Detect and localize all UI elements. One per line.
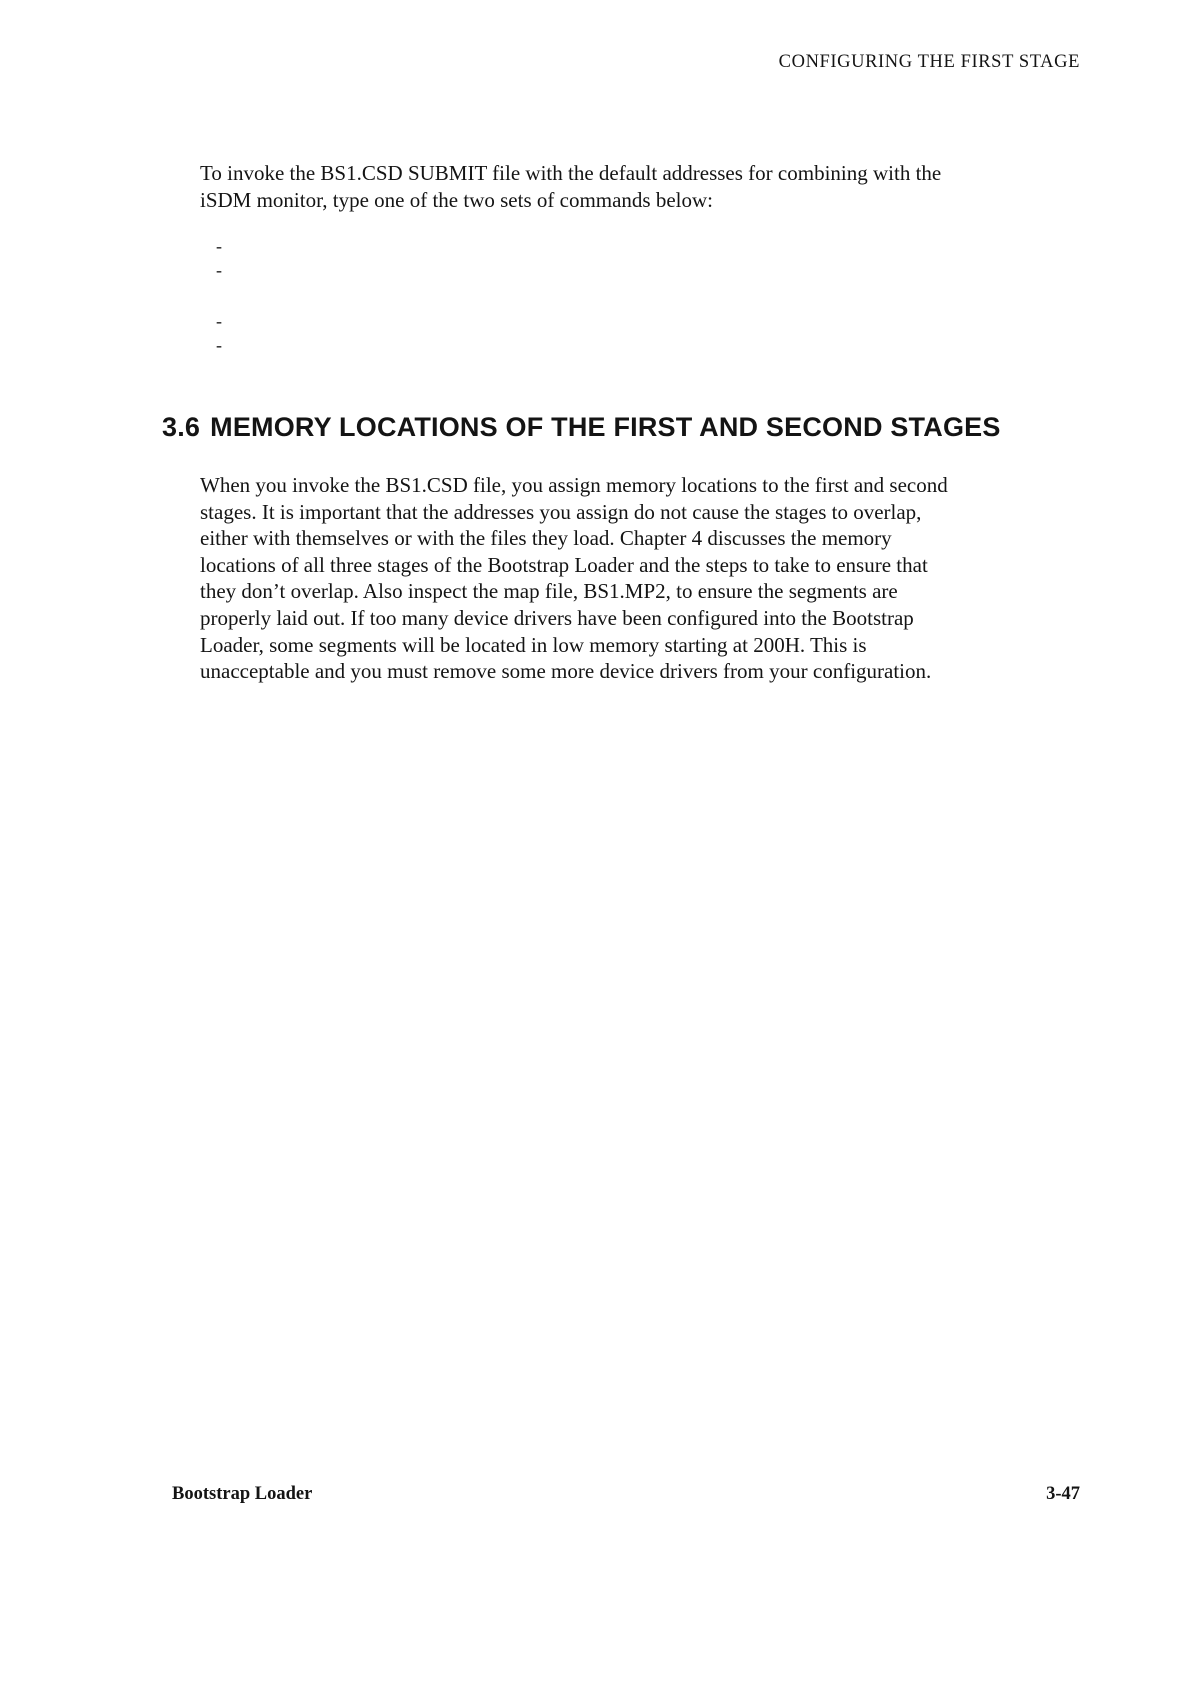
body-line: locations of all three stages of the Bootstrap Loader and the steps to take to ensure that <box>200 552 928 577</box>
body-line: they don’t overlap. Also inspect the map file, BS1.MP2, to ensure the segments are <box>200 579 898 604</box>
command-line-bullet: - <box>216 311 222 331</box>
body-line: unacceptable and you must remove some more device drivers from your configuration. <box>200 659 932 684</box>
body-line: either with themselves or with the files they load. Chapter 4 discusses the memory <box>200 526 892 551</box>
footer-title: Bootstrap Loader <box>172 1484 313 1504</box>
page-footer <box>172 1484 1080 1514</box>
command-set-2 <box>216 309 516 357</box>
running-header: CONFIGURING THE FIRST STAGE <box>778 52 1080 72</box>
section-body-paragraph <box>200 472 1080 685</box>
body-line: stages. It is important that the addresses you assign do not cause the stages to overlap, <box>200 499 922 524</box>
command-line-bullet: - <box>216 335 222 355</box>
body-line: properly laid out. If too many device drivers have been configured into the Bootstrap <box>200 605 914 630</box>
command-set-1 <box>216 234 516 282</box>
intro-line: To invoke the BS1.CSD SUBMIT file with the default addresses for combining with the <box>200 161 942 185</box>
command-line-bullet: - <box>216 260 222 280</box>
section-title: MEMORY LOCATIONS OF THE FIRST AND SECOND STAGES <box>210 412 1001 442</box>
body-line: When you invoke the BS1.CSD file, you assign memory locations to the first and second <box>200 473 948 497</box>
intro-line: iSDM monitor, type one of the two sets of commands below: <box>200 188 714 212</box>
page-number: 3-47 <box>1046 1484 1080 1504</box>
command-line-bullet: - <box>216 236 222 256</box>
section-heading <box>162 412 1001 443</box>
body-line: Loader, some segments will be located in low memory starting at 200H. This is <box>200 632 867 657</box>
section-number: 3.6 <box>162 412 201 442</box>
intro-paragraph <box>200 160 1060 214</box>
